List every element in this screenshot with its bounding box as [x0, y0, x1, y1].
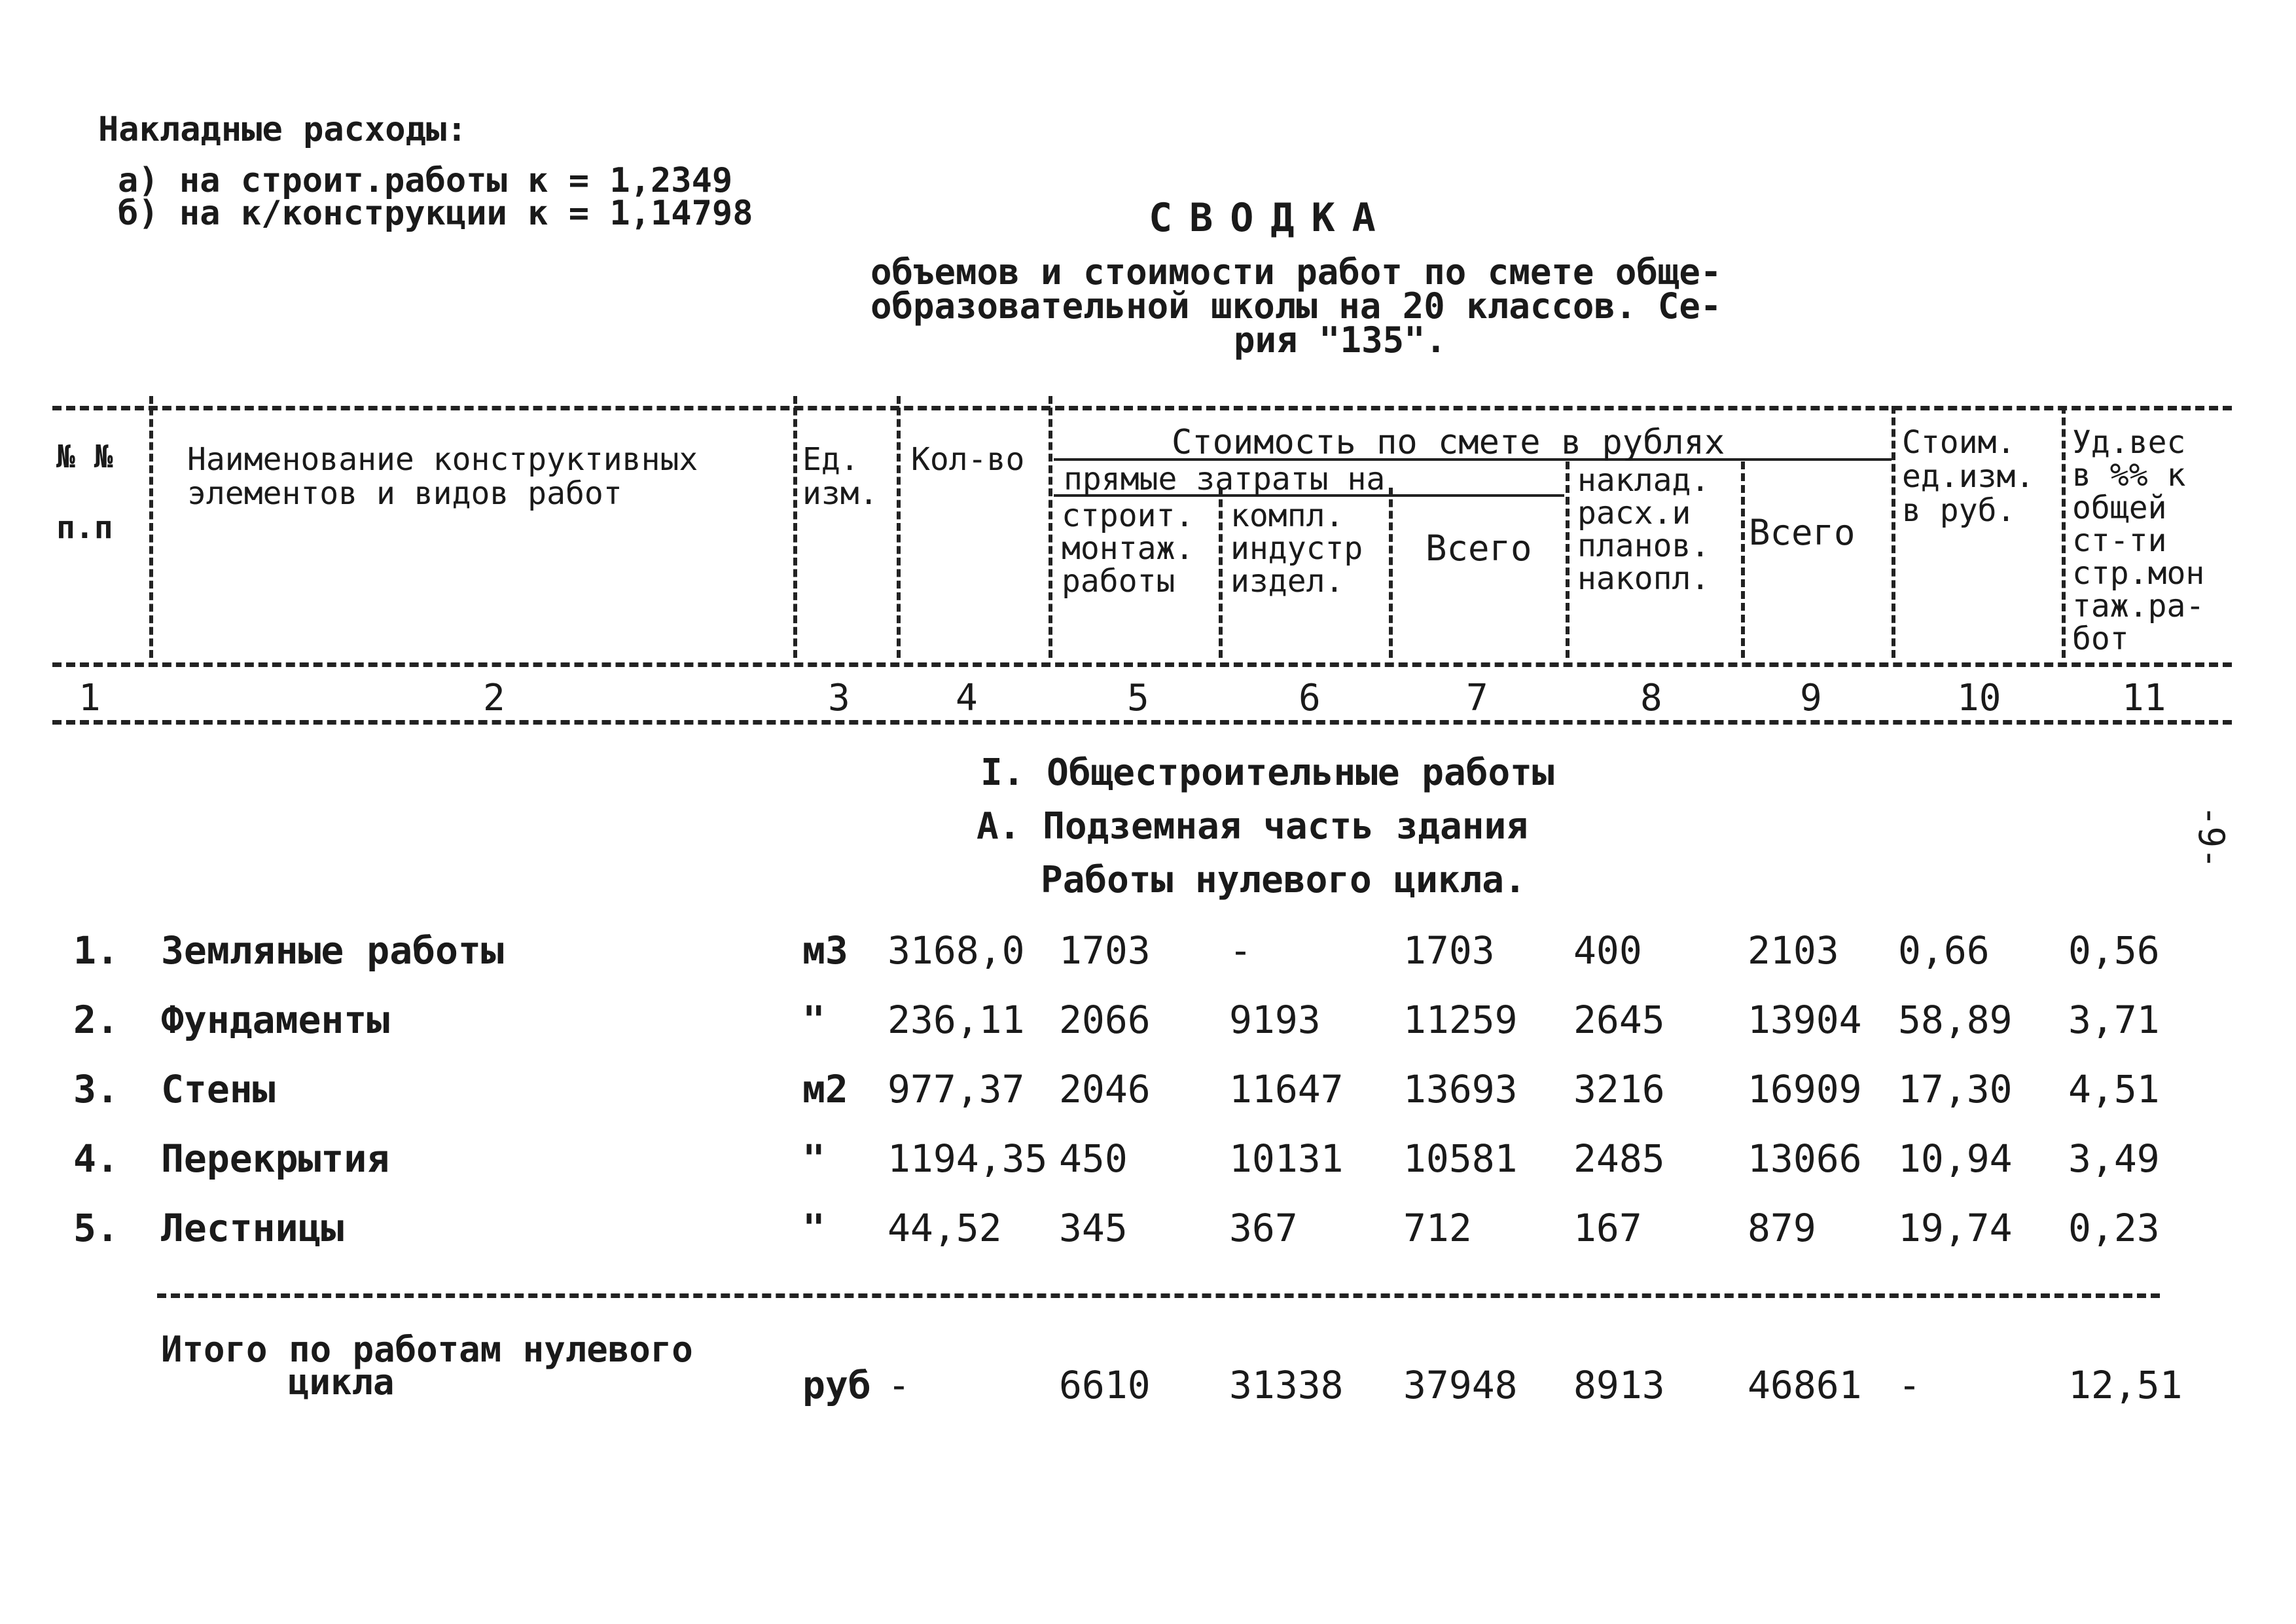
- row-number: 3.: [73, 1067, 119, 1111]
- colnum-7: 7: [1466, 677, 1488, 719]
- row-unit: м3: [802, 928, 848, 973]
- total-c6: 31338: [1229, 1363, 1344, 1407]
- colnum-6: 6: [1299, 677, 1321, 719]
- total-c7: 37948: [1403, 1363, 1518, 1407]
- vsep-10: [2062, 406, 2066, 658]
- row-unit: ": [802, 1136, 825, 1181]
- row-unit: ": [802, 1206, 825, 1250]
- col10-header-line1: Стоим.: [1902, 424, 2016, 461]
- total-c5: 6610: [1059, 1363, 1151, 1407]
- row-qty: 44,52: [888, 1206, 1002, 1250]
- row-c10: 17,30: [1898, 1067, 2013, 1111]
- row-c7: 712: [1403, 1206, 1472, 1250]
- subtitle-line-1: объемов и стоимости работ по смете обще-: [870, 251, 1722, 293]
- col1-header-line2: п.п: [56, 509, 113, 546]
- col2-header-line2: элементов и видов работ: [187, 475, 622, 512]
- cost-group-header: Стоимость по смете в рублях: [1172, 423, 1725, 462]
- vsep-5: [1219, 488, 1223, 658]
- col9-header: Всего: [1749, 512, 1856, 553]
- vsep-4: [1049, 396, 1052, 658]
- total-c8: 8913: [1573, 1363, 1665, 1407]
- total-c11: 12,51: [2068, 1363, 2183, 1407]
- vsep-3: [897, 396, 901, 658]
- page-title: СВОДКА: [1149, 195, 1393, 241]
- row-c8: 2485: [1573, 1136, 1665, 1181]
- col6-header-line1: компл.: [1230, 497, 1344, 534]
- col10-header-line2: ед.изм.: [1902, 458, 2035, 495]
- row-c5: 2066: [1059, 998, 1151, 1042]
- row-c6: 367: [1229, 1206, 1298, 1250]
- col11-header-line6: таж.ра-: [2072, 588, 2205, 624]
- row-c10: 10,94: [1898, 1136, 2013, 1181]
- section-heading-3: Работы нулевого цикла.: [1041, 859, 1526, 901]
- col7-header: Всего: [1426, 528, 1532, 569]
- row-number: 5.: [73, 1206, 119, 1250]
- row-number: 4.: [73, 1136, 119, 1181]
- row-c6: -: [1229, 928, 1252, 973]
- row-c10: 58,89: [1898, 998, 2013, 1042]
- col8-header-line1: наклад.: [1577, 462, 1710, 499]
- col11-header-line4: ст-ти: [2072, 522, 2167, 559]
- col11-header-line1: Уд.вес: [2072, 424, 2186, 461]
- header-top-rule: [52, 406, 2232, 410]
- col11-header-line5: стр.мон: [2072, 555, 2205, 592]
- section-heading-1: I. Общестроительные работы: [980, 751, 1554, 794]
- colnum-9: 9: [1800, 677, 1822, 719]
- col2-header-line1: Наименование конструктивных: [187, 441, 698, 478]
- row-c9: 13904: [1748, 998, 1862, 1042]
- row-c10: 0,66: [1898, 928, 1990, 973]
- colnum-1: 1: [79, 677, 101, 719]
- section-heading-2: А. Подземная часть здания: [977, 805, 1528, 848]
- total-name-line2: цикла: [288, 1362, 395, 1403]
- vsep-2: [793, 396, 797, 658]
- row-qty: 1194,35: [888, 1136, 1048, 1181]
- row-c7: 11259: [1403, 998, 1518, 1042]
- row-c9: 13066: [1748, 1136, 1862, 1181]
- col3-header-line1: Ед.: [802, 441, 859, 478]
- row-c9: 2103: [1748, 928, 1839, 973]
- direct-group-header: прямые затраты на: [1064, 461, 1386, 497]
- row-qty: 3168,0: [888, 928, 1025, 973]
- row-c7: 13693: [1403, 1067, 1518, 1111]
- total-c9: 46861: [1748, 1363, 1862, 1407]
- row-name: Фундаменты: [161, 998, 390, 1042]
- row-c9: 879: [1748, 1206, 1816, 1250]
- col8-header-line2: расх.и: [1577, 495, 1691, 532]
- row-c6: 9193: [1229, 998, 1321, 1042]
- col8-header-line4: накопл.: [1577, 560, 1710, 597]
- colnum-2: 2: [483, 677, 505, 719]
- overhead-line-b: б) на к/конструкции к = 1,14798: [118, 194, 753, 233]
- total-c10: -: [1898, 1363, 1921, 1407]
- row-c11: 3,49: [2068, 1136, 2160, 1181]
- row-number: 1.: [73, 928, 119, 973]
- colnum-8: 8: [1640, 677, 1662, 719]
- col10-header-line3: в руб.: [1902, 492, 2016, 529]
- col1-header-line1: № №: [56, 439, 113, 475]
- vsep-7: [1566, 461, 1570, 658]
- colnum-11: 11: [2122, 677, 2166, 719]
- row-qty: 977,37: [888, 1067, 1025, 1111]
- colnum-3: 3: [828, 677, 850, 719]
- row-c10: 19,74: [1898, 1206, 2013, 1250]
- row-c11: 0,56: [2068, 928, 2160, 973]
- subtitle-line-3: рия "135".: [1234, 319, 1447, 361]
- total-qty: -: [888, 1363, 910, 1407]
- row-c9: 16909: [1748, 1067, 1862, 1111]
- col8-header-line3: планов.: [1577, 528, 1710, 564]
- row-name: Стены: [161, 1067, 276, 1111]
- vsep-1: [149, 396, 153, 658]
- total-separator: [157, 1293, 2160, 1298]
- row-c7: 1703: [1403, 928, 1495, 973]
- total-name-line1: Итого по работам нулевого: [161, 1329, 693, 1370]
- row-c5: 450: [1059, 1136, 1128, 1181]
- page-number-mark: -9-: [2191, 805, 2232, 869]
- row-c5: 2046: [1059, 1067, 1151, 1111]
- column-numbers-rule: [52, 720, 2232, 725]
- row-c11: 4,51: [2068, 1067, 2160, 1111]
- row-c5: 1703: [1059, 928, 1151, 973]
- row-unit: м2: [802, 1067, 848, 1111]
- row-c6: 10131: [1229, 1136, 1344, 1181]
- row-name: Земляные работы: [161, 928, 504, 973]
- colnum-5: 5: [1127, 677, 1149, 719]
- vsep-6: [1389, 488, 1393, 658]
- col5-header-line1: строит.: [1062, 497, 1194, 534]
- col5-header-line3: работы: [1062, 563, 1175, 600]
- row-unit: ": [802, 998, 825, 1042]
- row-qty: 236,11: [888, 998, 1025, 1042]
- col11-header-line3: общей: [2072, 490, 2167, 526]
- colnum-4: 4: [956, 677, 978, 719]
- col4-header: Кол-во: [911, 441, 1025, 478]
- vsep-9: [1892, 406, 1895, 658]
- col11-header-line2: в %% к: [2072, 457, 2186, 494]
- col3-header-line2: изм.: [802, 475, 878, 512]
- total-unit: руб: [802, 1363, 871, 1407]
- colnum-10: 10: [1957, 677, 2001, 719]
- subtitle-line-2: образовательной школы на 20 классов. Се-: [870, 285, 1722, 327]
- vsep-8: [1741, 461, 1745, 658]
- col6-header-line2: индустр: [1230, 530, 1363, 567]
- overhead-heading: Накладные расходы:: [98, 110, 467, 149]
- row-c8: 3216: [1573, 1067, 1665, 1111]
- row-c6: 11647: [1229, 1067, 1344, 1111]
- overhead-line-a: а) на строит.работы к = 1,2349: [118, 161, 733, 200]
- header-bottom-rule: [52, 662, 2232, 667]
- row-c5: 345: [1059, 1206, 1128, 1250]
- row-number: 2.: [73, 998, 119, 1042]
- row-c8: 400: [1573, 928, 1642, 973]
- row-c11: 0,23: [2068, 1206, 2160, 1250]
- col11-header-line7: бот: [2072, 621, 2129, 657]
- row-c8: 2645: [1573, 998, 1665, 1042]
- row-c8: 167: [1573, 1206, 1642, 1250]
- row-c7: 10581: [1403, 1136, 1518, 1181]
- row-c11: 3,71: [2068, 998, 2160, 1042]
- row-name: Перекрытия: [161, 1136, 390, 1181]
- col6-header-line3: издел.: [1230, 563, 1344, 600]
- row-name: Лестницы: [161, 1206, 344, 1250]
- col5-header-line2: монтаж.: [1062, 530, 1194, 567]
